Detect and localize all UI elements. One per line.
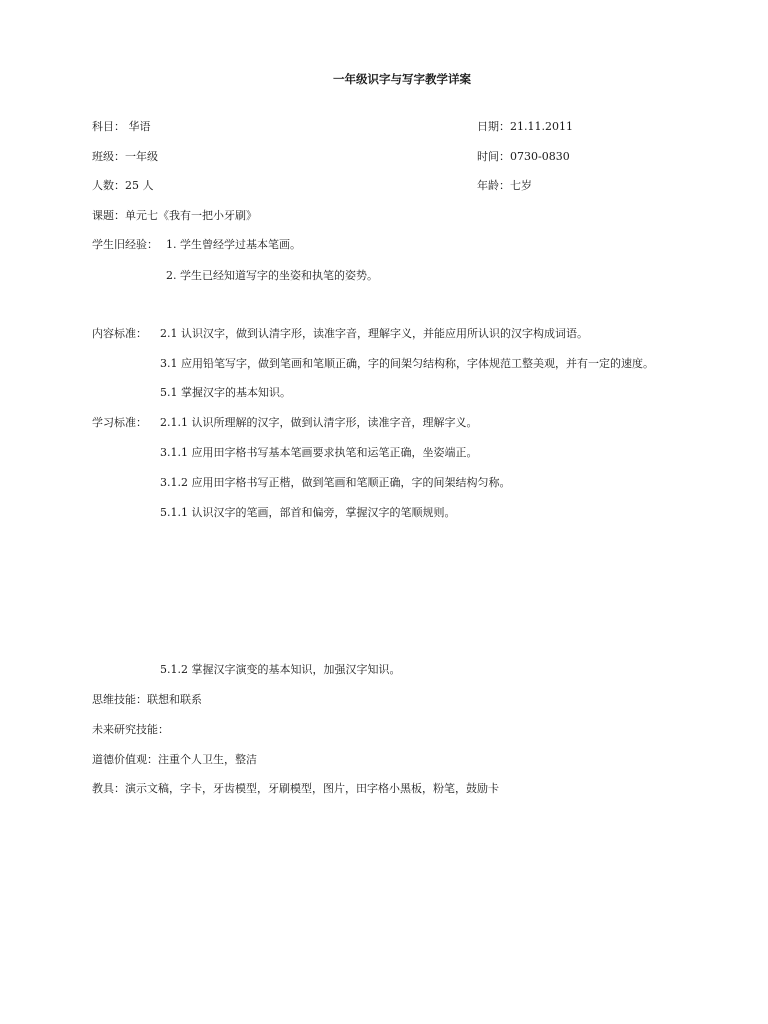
learning-standard-item: 5.1.1 认识汉字的笔画，部首和偏旁，掌握汉字的笔顺规则。 (160, 506, 456, 519)
learning-standard-item: 5.1.2 掌握汉字演变的基本知识，加强汉字知识。 (160, 663, 401, 676)
topic-field: 课题：单元七《我有一把小牙刷》 (92, 209, 257, 222)
teaching-aids-field: 教具：演示文稿，字卡，牙齿模型，牙刷模型，图片，田字格小黑板，粉笔，鼓励卡 (92, 782, 499, 795)
students-field: 人数：25 人 (92, 179, 154, 192)
content-standard-item: 3.1 应用铅笔写字，做到笔画和笔顺正确，字的间架匀结构称，字体规范工整美观，并有一定的速度。 (160, 357, 654, 370)
learning-standard-item: 3.1.1 应用田字格书写基本笔画要求执笔和运笔正确，坐姿端正。 (160, 446, 478, 459)
time-field: 时间：0730-0830 (477, 150, 570, 163)
future-skills-field: 未来研究技能： (92, 723, 169, 736)
learning-standard-item: 3.1.2 应用田字格书写正楷，做到笔画和笔顺正确，字的间架结构匀称。 (160, 476, 511, 489)
prior-knowledge-item: 1. 学生曾经学过基本笔画。 (166, 238, 301, 251)
document-title: 一年级识字与写字教学详案 (333, 72, 471, 86)
subject-field: 科目： 华语 (92, 120, 151, 133)
moral-values-field: 道德价值观：注重个人卫生，整洁 (92, 753, 257, 766)
thinking-skills-field: 思维技能：联想和联系 (92, 693, 202, 706)
learning-standard-item: 2.1.1 认识所理解的汉字，做到认清字形，读准字音，理解字义。 (160, 416, 478, 429)
content-standards-label: 内容标准： (92, 327, 147, 340)
class-field: 班级：一年级 (92, 150, 158, 163)
date-field: 日期：21.11.2011 (477, 120, 573, 133)
prior-knowledge-label: 学生旧经验： (92, 238, 158, 251)
age-field: 年龄：七岁 (477, 179, 532, 192)
content-standard-item: 2.1 认识汉字，做到认清字形，读准字音，理解字义，并能应用所认识的汉字构成词语。 (160, 327, 588, 340)
content-standard-item: 5.1 掌握汉字的基本知识。 (160, 386, 291, 399)
prior-knowledge-item: 2. 学生已经知道写字的坐姿和执笔的姿势。 (166, 269, 378, 282)
learning-standards-label: 学习标准： (92, 416, 147, 429)
